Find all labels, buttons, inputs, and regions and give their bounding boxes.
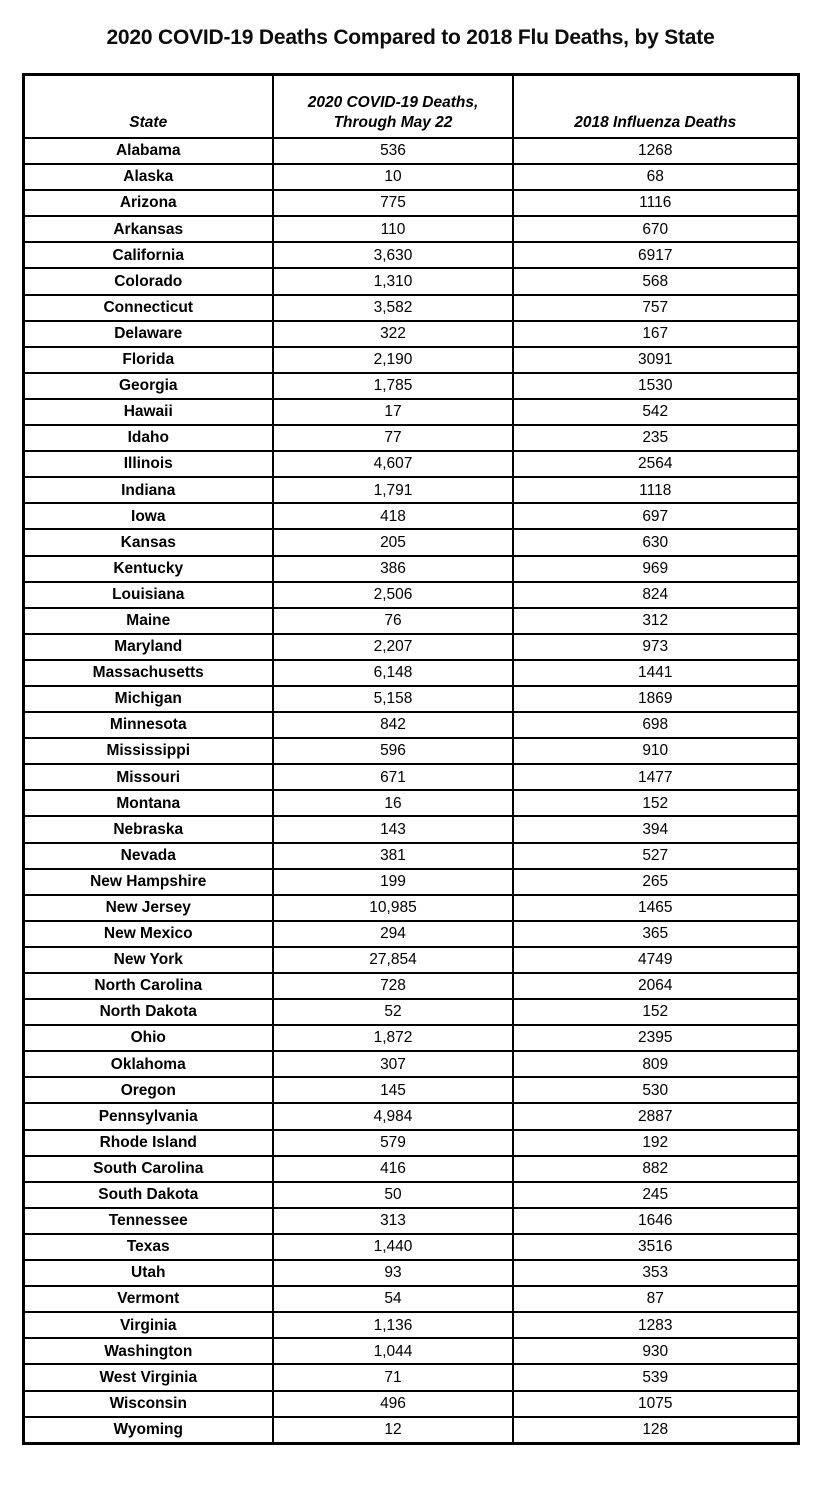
flu-deaths-cell: 1268 (513, 138, 798, 164)
flu-deaths-cell: 910 (513, 738, 798, 764)
table-row (23, 1130, 798, 1156)
flu-deaths-cell: 245 (513, 1182, 798, 1208)
covid-deaths-cell: 1,791 (273, 477, 513, 503)
flu-deaths-cell: 353 (513, 1260, 798, 1286)
state-cell: Texas (23, 1234, 273, 1260)
state-cell: Illinois (23, 451, 273, 477)
covid-deaths-cell: 1,310 (273, 268, 513, 294)
state-cell: New Jersey (23, 895, 273, 921)
table-row (23, 477, 798, 503)
covid-deaths-cell: 536 (273, 138, 513, 164)
covid-deaths-cell: 2,190 (273, 347, 513, 373)
table-row (23, 373, 798, 399)
covid-deaths-cell: 842 (273, 712, 513, 738)
table-row (23, 425, 798, 451)
covid-deaths-cell: 2,506 (273, 582, 513, 608)
state-deaths-table (22, 73, 800, 1445)
covid-deaths-cell: 3,582 (273, 295, 513, 321)
table-row (23, 686, 798, 712)
state-cell: Alaska (23, 164, 273, 190)
flu-deaths-cell: 882 (513, 1156, 798, 1182)
state-cell: Delaware (23, 321, 273, 347)
covid-deaths-cell: 54 (273, 1286, 513, 1312)
state-cell: Florida (23, 347, 273, 373)
flu-deaths-cell: 824 (513, 582, 798, 608)
state-cell: Nebraska (23, 816, 273, 842)
flu-deaths-cell: 167 (513, 321, 798, 347)
covid-deaths-cell: 110 (273, 216, 513, 242)
state-cell: Iowa (23, 503, 273, 529)
flu-deaths-cell: 973 (513, 634, 798, 660)
table-row (23, 1077, 798, 1103)
covid-deaths-cell: 671 (273, 764, 513, 790)
table-row (23, 921, 798, 947)
state-cell: Mississippi (23, 738, 273, 764)
table-row (23, 973, 798, 999)
table-row (23, 556, 798, 582)
covid-deaths-cell: 145 (273, 1077, 513, 1103)
column-header-covid-deaths (273, 75, 513, 139)
table-row (23, 399, 798, 425)
flu-deaths-cell: 1441 (513, 660, 798, 686)
covid-deaths-cell: 1,785 (273, 373, 513, 399)
flu-deaths-cell: 2887 (513, 1103, 798, 1129)
state-cell: California (23, 242, 273, 268)
flu-deaths-cell: 6917 (513, 242, 798, 268)
state-cell: Vermont (23, 1286, 273, 1312)
flu-deaths-cell: 1075 (513, 1391, 798, 1417)
flu-deaths-cell: 527 (513, 843, 798, 869)
covid-deaths-cell: 4,984 (273, 1103, 513, 1129)
flu-deaths-cell: 670 (513, 216, 798, 242)
covid-deaths-cell: 77 (273, 425, 513, 451)
flu-deaths-cell: 809 (513, 1051, 798, 1077)
column-header-covid-deaths-label: 2020 COVID-19 Deaths, Through May 22 (307, 94, 479, 131)
flu-deaths-cell: 152 (513, 999, 798, 1025)
flu-deaths-cell: 1465 (513, 895, 798, 921)
covid-deaths-cell: 16 (273, 790, 513, 816)
covid-deaths-cell: 199 (273, 869, 513, 895)
table-row (23, 1312, 798, 1338)
table-row (23, 1260, 798, 1286)
table-row (23, 660, 798, 686)
table-row (23, 895, 798, 921)
table-row (23, 164, 798, 190)
table-row (23, 295, 798, 321)
covid-deaths-cell: 416 (273, 1156, 513, 1182)
state-cell: Massachusetts (23, 660, 273, 686)
flu-deaths-cell: 542 (513, 399, 798, 425)
page-title: 2020 COVID-19 Deaths Compared to 2018 Flu Deaths, by State (106, 26, 715, 49)
flu-deaths-cell: 2064 (513, 973, 798, 999)
table-row (23, 1208, 798, 1234)
table-row (23, 268, 798, 294)
flu-deaths-cell: 265 (513, 869, 798, 895)
covid-deaths-cell: 728 (273, 973, 513, 999)
flu-deaths-cell: 312 (513, 608, 798, 634)
table-row (23, 503, 798, 529)
table-row (23, 816, 798, 842)
state-cell: Georgia (23, 373, 273, 399)
flu-deaths-cell: 1530 (513, 373, 798, 399)
state-cell: Louisiana (23, 582, 273, 608)
state-cell: New Hampshire (23, 869, 273, 895)
table-row (23, 999, 798, 1025)
flu-deaths-cell: 128 (513, 1417, 798, 1444)
flu-deaths-cell: 235 (513, 425, 798, 451)
flu-deaths-cell: 1118 (513, 477, 798, 503)
column-header-flu-deaths-label: 2018 Influenza Deaths (574, 113, 737, 131)
covid-deaths-cell: 10,985 (273, 895, 513, 921)
state-cell: South Carolina (23, 1156, 273, 1182)
state-cell: Washington (23, 1338, 273, 1364)
covid-deaths-cell: 313 (273, 1208, 513, 1234)
covid-deaths-cell: 50 (273, 1182, 513, 1208)
table-row (23, 764, 798, 790)
column-header-state (23, 75, 273, 139)
covid-deaths-cell: 6,148 (273, 660, 513, 686)
table-row (23, 321, 798, 347)
flu-deaths-cell: 1477 (513, 764, 798, 790)
covid-deaths-cell: 1,044 (273, 1338, 513, 1364)
covid-deaths-cell: 52 (273, 999, 513, 1025)
state-cell: Virginia (23, 1312, 273, 1338)
flu-deaths-cell: 530 (513, 1077, 798, 1103)
flu-deaths-cell: 698 (513, 712, 798, 738)
covid-deaths-cell: 496 (273, 1391, 513, 1417)
table-row (23, 1391, 798, 1417)
state-cell: New York (23, 947, 273, 973)
table-row (23, 869, 798, 895)
covid-deaths-cell: 3,630 (273, 242, 513, 268)
state-cell: Pennsylvania (23, 1103, 273, 1129)
state-cell: Kansas (23, 529, 273, 555)
state-cell: Wyoming (23, 1417, 273, 1444)
covid-deaths-cell: 93 (273, 1260, 513, 1286)
table-row (23, 843, 798, 869)
state-cell: Arizona (23, 190, 273, 216)
state-cell: Wisconsin (23, 1391, 273, 1417)
covid-deaths-cell: 294 (273, 921, 513, 947)
table-row (23, 712, 798, 738)
flu-deaths-cell: 969 (513, 556, 798, 582)
state-cell: Arkansas (23, 216, 273, 242)
state-cell: Rhode Island (23, 1130, 273, 1156)
table-body (23, 138, 798, 1443)
table-row (23, 1234, 798, 1260)
state-cell: Maine (23, 608, 273, 634)
covid-deaths-cell: 322 (273, 321, 513, 347)
covid-deaths-cell: 307 (273, 1051, 513, 1077)
flu-deaths-cell: 192 (513, 1130, 798, 1156)
state-cell: Alabama (23, 138, 273, 164)
flu-deaths-cell: 2395 (513, 1025, 798, 1051)
flu-deaths-cell: 930 (513, 1338, 798, 1364)
flu-deaths-cell: 1646 (513, 1208, 798, 1234)
table-row (23, 634, 798, 660)
table-row (23, 1364, 798, 1390)
column-header-flu-deaths (513, 75, 798, 139)
table-row (23, 451, 798, 477)
flu-deaths-cell: 68 (513, 164, 798, 190)
table-row (23, 1182, 798, 1208)
table-header (23, 75, 798, 139)
flu-deaths-cell: 1116 (513, 190, 798, 216)
table-row (23, 738, 798, 764)
covid-deaths-cell: 596 (273, 738, 513, 764)
covid-deaths-cell: 17 (273, 399, 513, 425)
covid-deaths-cell: 4,607 (273, 451, 513, 477)
flu-deaths-cell: 1869 (513, 686, 798, 712)
state-cell: New Mexico (23, 921, 273, 947)
table-row (23, 608, 798, 634)
state-cell: Ohio (23, 1025, 273, 1051)
state-cell: Tennessee (23, 1208, 273, 1234)
flu-deaths-cell: 697 (513, 503, 798, 529)
covid-deaths-cell: 2,207 (273, 634, 513, 660)
table-row (23, 1103, 798, 1129)
covid-deaths-cell: 5,158 (273, 686, 513, 712)
flu-deaths-cell: 394 (513, 816, 798, 842)
flu-deaths-cell: 365 (513, 921, 798, 947)
flu-deaths-cell: 1283 (513, 1312, 798, 1338)
state-cell: Indiana (23, 477, 273, 503)
table-row (23, 1286, 798, 1312)
table-row (23, 216, 798, 242)
state-cell: Kentucky (23, 556, 273, 582)
covid-deaths-cell: 10 (273, 164, 513, 190)
table-row (23, 947, 798, 973)
covid-deaths-cell: 12 (273, 1417, 513, 1444)
flu-deaths-cell: 4749 (513, 947, 798, 973)
state-cell: West Virginia (23, 1364, 273, 1390)
covid-deaths-cell: 1,136 (273, 1312, 513, 1338)
table-row (23, 347, 798, 373)
flu-deaths-cell: 3516 (513, 1234, 798, 1260)
table-row (23, 1156, 798, 1182)
state-cell: Nevada (23, 843, 273, 869)
flu-deaths-cell: 630 (513, 529, 798, 555)
flu-deaths-cell: 2564 (513, 451, 798, 477)
state-cell: Michigan (23, 686, 273, 712)
table-row (23, 190, 798, 216)
covid-deaths-cell: 143 (273, 816, 513, 842)
flu-deaths-cell: 757 (513, 295, 798, 321)
covid-deaths-cell: 76 (273, 608, 513, 634)
covid-deaths-cell: 418 (273, 503, 513, 529)
covid-deaths-cell: 775 (273, 190, 513, 216)
covid-deaths-cell: 27,854 (273, 947, 513, 973)
table-row (23, 242, 798, 268)
table-row (23, 529, 798, 555)
state-cell: Maryland (23, 634, 273, 660)
table-row (23, 1417, 798, 1444)
state-cell: Utah (23, 1260, 273, 1286)
state-cell: Oregon (23, 1077, 273, 1103)
covid-deaths-cell: 381 (273, 843, 513, 869)
state-cell: Idaho (23, 425, 273, 451)
state-cell: Hawaii (23, 399, 273, 425)
state-cell: Colorado (23, 268, 273, 294)
table-row (23, 138, 798, 164)
state-cell: Oklahoma (23, 1051, 273, 1077)
covid-deaths-cell: 579 (273, 1130, 513, 1156)
header-row (23, 75, 798, 139)
flu-deaths-cell: 152 (513, 790, 798, 816)
table-row (23, 790, 798, 816)
state-cell: North Carolina (23, 973, 273, 999)
covid-deaths-cell: 205 (273, 529, 513, 555)
state-cell: Missouri (23, 764, 273, 790)
table-row (23, 582, 798, 608)
covid-deaths-cell: 71 (273, 1364, 513, 1390)
column-header-state-label: State (129, 113, 168, 131)
covid-deaths-cell: 1,440 (273, 1234, 513, 1260)
covid-deaths-cell: 386 (273, 556, 513, 582)
table-row (23, 1051, 798, 1077)
state-cell: Montana (23, 790, 273, 816)
flu-deaths-cell: 3091 (513, 347, 798, 373)
state-cell: South Dakota (23, 1182, 273, 1208)
covid-deaths-cell: 1,872 (273, 1025, 513, 1051)
flu-deaths-cell: 539 (513, 1364, 798, 1390)
table-row (23, 1338, 798, 1364)
state-cell: Connecticut (23, 295, 273, 321)
state-cell: Minnesota (23, 712, 273, 738)
flu-deaths-cell: 568 (513, 268, 798, 294)
state-cell: North Dakota (23, 999, 273, 1025)
flu-deaths-cell: 87 (513, 1286, 798, 1312)
table-row (23, 1025, 798, 1051)
